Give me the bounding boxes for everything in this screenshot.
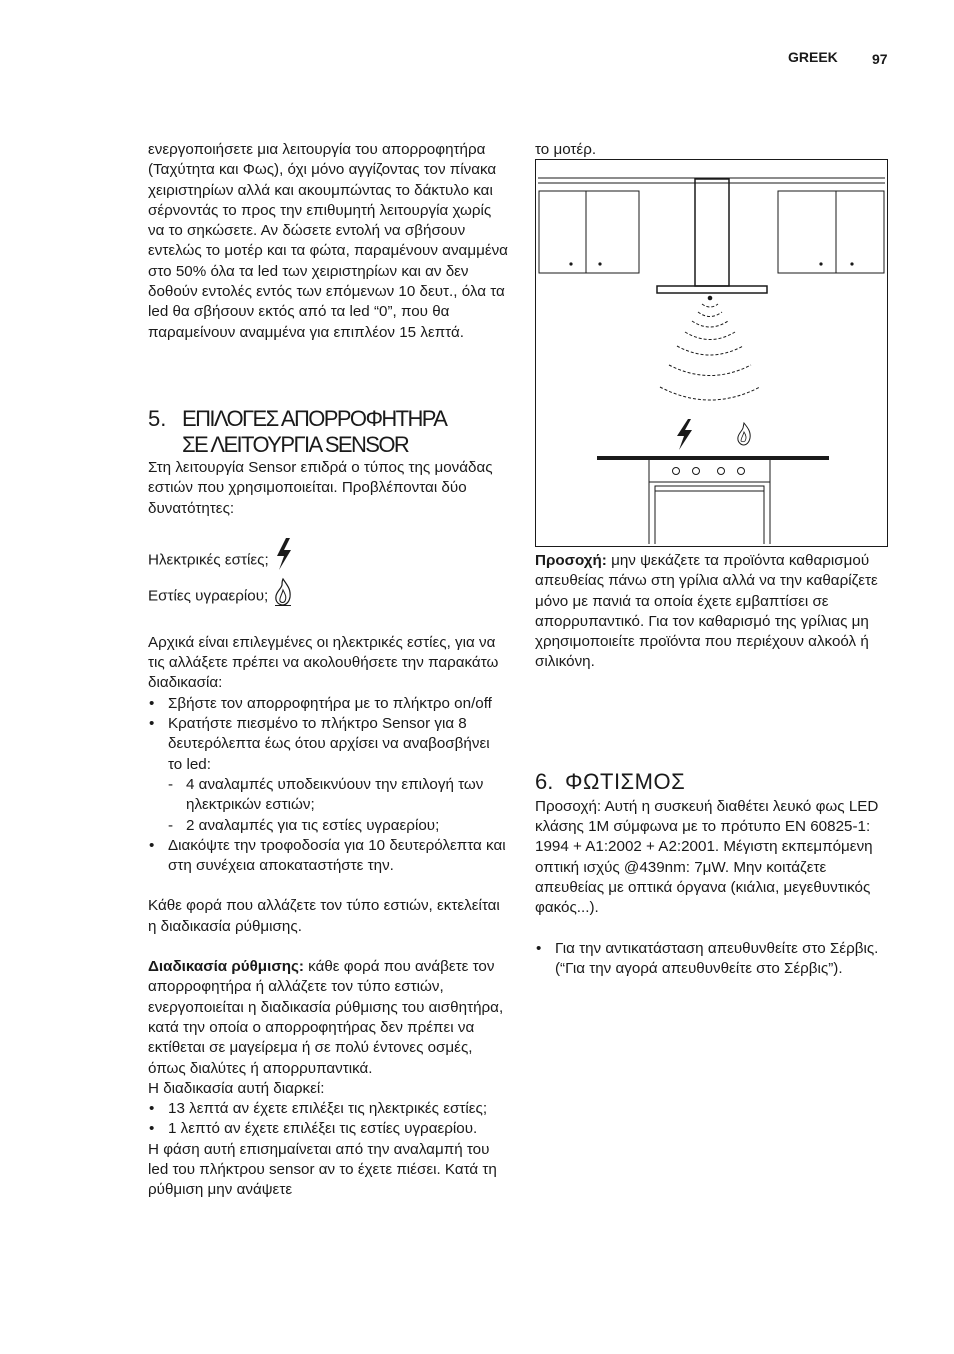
list-item: - 2 αναλαμπές για τις εστίες υγραερίου; <box>148 816 508 836</box>
list-item: • 13 λεπτά αν έχετε επιλέξει τις ηλεκτρικές εστίες; <box>148 1099 508 1119</box>
list-item: • Για την αντικατάσταση απευθυνθείτε στο Σέρβις. (“Για την αγορά απευθυνθείτε στο Σέρβις”). <box>535 939 895 980</box>
service-list <box>535 939 895 980</box>
gas-flame-icon <box>738 423 750 445</box>
section-5-intro: Στη λειτουργία Sensor επιδρά ο τύπος της μονάδας εστιών που χρησιμοποιείται. Προβλέπονται δύο δυνατότητες: <box>148 459 493 517</box>
section-6-title: 6. ΦΩΤΙΣΜΟΣ <box>535 768 686 794</box>
section-5-title: 5. ΕΠΙΛΟΓΕΣ ΑΠΟΡΡΟΦΗΤΗΡΑ ΣΕ ΛΕΙΤΟΥΡΓΙΑ SENSOR <box>148 406 447 457</box>
lighting-text: Προσοχή: Αυτή η συσκευή διαθέτει λευκό φως LED κλάσης 1M σύμφωνα με το πρότυπο EN 60825-1: 1994 + A1:2002 + A2:2001. Μέγιστη εκπεμπόμενη οπτική ισχύς @439nm: 7μW. Μην κοιτάζετε απευθείας με οπτικά όργανα (κιάλια, μεγεθυντικός φακός...). <box>535 797 879 917</box>
hood <box>657 179 767 300</box>
default-setting-text: Αρχικά είναι επιλεγμένες οι ηλεκτρικές εστίες, για να τις αλλάξετε πρέπει να ακολουθήσετε την παρακάτω διαδικασία: <box>148 633 499 692</box>
intro-paragraph: ενεργοποιήσετε μια λειτουργία του απορροφητήρα (Ταχύτητα και Φως), όχι μόνο αγγίζοντας τον πίνακα χειριστηρίων αλλά και ακουμπώντας το δάκτυλο και σέρνοντάς το προς την επιθυμητή λειτουργία χωρίς να το σηκώσετε. Αν δώσετε εντολή να σβήσουν εντελώς το μοτέρ και τα φώτα, παραμένουν αναμμένα στο 50% όλα τα led των χειριστηρίων και αν δεν δοθούν εντολές εντός των επόμενων 10 δευτ., όλα τα led θα σβήσουν εκτός από τα led “0”, που θα παραμείνουν αναμμένα για επιπλέον 15 λεπτά. <box>148 141 508 341</box>
calibration-text: Διαδικασία ρύθμισης: κάθε φορά που ανάβετε τον απορροφητήρα ή αλλάζετε τον τύπο εστιών, ενεργοποιείται η διαδικασία ρύθμισης του αισθητήρα, κατά την οποία ο απορροφητήρας δεν πρέπει να εκτίθεται σε μαγείρεμα ή σε πολύ έντονες οσμές, όπως διαλύτες ή απορρυπαντικά. <box>148 958 504 1077</box>
lightning-icon <box>677 419 692 450</box>
left-column <box>148 140 508 1201</box>
duration-text: Η διαδικασία αυτή διαρκεί: <box>148 1079 325 1097</box>
left-cabinet <box>539 191 639 273</box>
right-cabinet <box>778 191 884 273</box>
sensor-waves <box>660 304 760 400</box>
worktop <box>597 456 829 460</box>
list-item: • 1 λεπτό αν έχετε επιλέξει τις εστίες υγραερίου. <box>148 1119 508 1139</box>
sensor-diagram <box>535 159 888 547</box>
right-column <box>535 140 895 160</box>
gas-hobs-line: Εστίες υγραερίου; <box>148 577 508 617</box>
lightning-icon <box>273 537 295 571</box>
right-column-lower <box>535 551 895 979</box>
header-language: GREEK <box>788 49 838 65</box>
cleaning-caution: Προσοχή: μην ψεκάζετε τα προϊόντα καθαρισμού απευθείας πάνω στη γρίλια αλλά να την καθαρίζετε μόνο με πανιά τα οποία έχετε εμβαπτίσει σε απορρυπαντικό. Για τον καθαρισμό της γρίλιας μη χρησιμοποιείτε προϊόντα που περιέχουν αλκοόλ ή σιλικόνη. <box>535 552 878 671</box>
continued-text: το μοτέρ. <box>535 141 597 158</box>
page-number: 97 <box>872 51 888 67</box>
procedure-steps <box>148 694 508 775</box>
list-item: - 4 αναλαμπές υποδεικνύουν την επιλογή των ηλεκτρικών εστιών; <box>148 775 508 816</box>
closing-text: Η φάση αυτή επισημαίνεται από την αναλαμπή του led του πλήκτρου sensor αν το έχετε πιέσει. Κατά τη ρύθμιση μην ανάψετε <box>148 1140 497 1199</box>
electric-hobs-line: Ηλεκτρικές εστίες; <box>148 537 508 577</box>
list-item: • Διακόψτε την τροφοδοσία για 10 δευτερόλεπτα και στη συνέχεια αποκαταστήστε την. <box>148 836 508 877</box>
durations-list <box>148 1099 508 1140</box>
list-item: • Σβήστε τον απορροφητήρα με το πλήκτρο on/off <box>148 694 508 714</box>
gas-flame-icon <box>273 577 293 607</box>
hood-sensor-illustration <box>536 160 887 546</box>
list-item: • Κρατήστε πιεσμένο το πλήκτρο Sensor για 8 δευτερόλεπτα έως ότου αρχίσει να αναβοσβήνει το led: <box>148 714 508 775</box>
oven <box>649 460 770 544</box>
procedure-step-3 <box>148 836 508 877</box>
flash-substeps <box>148 775 508 836</box>
change-text: Κάθε φορά που αλλάζετε τον τύπο εστιών, εκτελείται η διαδικασία ρύθμισης. <box>148 897 500 935</box>
